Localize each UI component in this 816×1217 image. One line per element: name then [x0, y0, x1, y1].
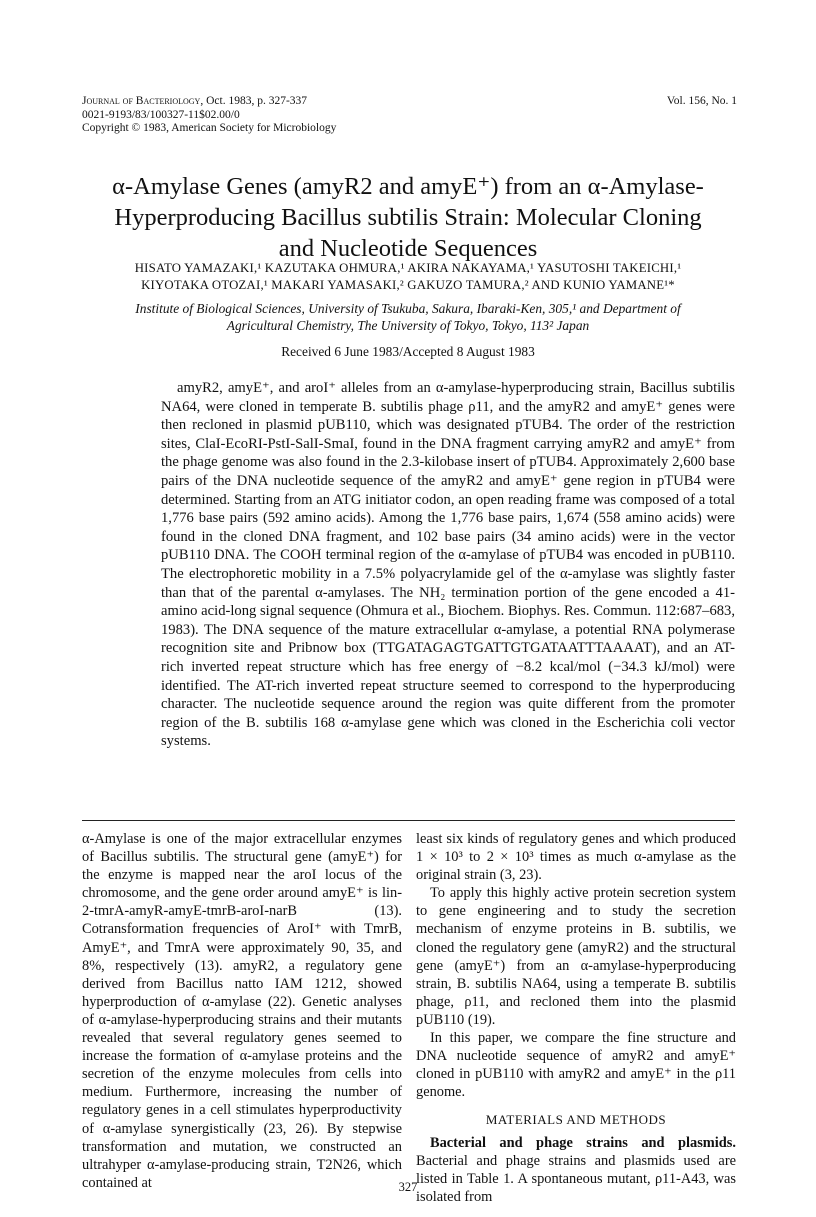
- journal-name: Journal of Bacteriology: [82, 95, 201, 107]
- section-heading: MATERIALS AND METHODS: [485, 1112, 667, 1128]
- body-paragraph: To apply this highly active protein secretion system to gene engineering and to study the secretion mechanism of enzyme proteins in B. subtilis, we cloned the regulatory gene (amyR2) and the structural gene (amyE⁺) from an α-amylase-hyperproducing strain, B. subtilis NA64, using a temperate B. subtilis phage, ρ11, and recloned them into the plasmid pUB110 (19).: [416, 885, 736, 1028]
- subsection-text: Bacterial and phage strains and plasmids used are listed in Table 1. A spontaneous mutant, ρ11-A43, was isolated from: [416, 1152, 736, 1205]
- article-code: 0021-9193/83/100327-11$02.00/0: [82, 108, 240, 121]
- body-column-right: [416, 830, 736, 1206]
- body-paragraph: least six kinds of regulatory genes and which produced 1 × 10³ to 2 × 10³ times as much α-amylase as the original strain (3, 23).: [416, 831, 736, 884]
- body-column-left: [82, 830, 402, 1192]
- title-line: and Nucleotide Sequences: [278, 235, 538, 262]
- author-line: KIYOTAKA OTOZAI,¹ MAKARI YAMASAKI,² GAKUZO TAMURA,² AND KUNIO YAMANE¹*: [141, 278, 675, 292]
- body-paragraph: In this paper, we compare the fine structure and DNA nucleotide sequence of amyR2 and amyE⁺ cloned in pUB110 with amyR2 and amyE⁺ in the ρ11 genome.: [416, 1030, 736, 1101]
- body-paragraph: [416, 1134, 736, 1206]
- copyright-line: Copyright © 1983, American Society for Microbiology: [82, 122, 337, 134]
- volume-issue: Vol. 156, No. 1: [666, 95, 737, 107]
- author-list: [60, 260, 756, 294]
- received-dates: Received 6 June 1983/Accepted 8 August 1983: [281, 344, 535, 359]
- affiliation-line: Institute of Biological Sciences, University of Tsukuba, Sakura, Ibaraki-Ken, 305,¹ and Department of: [135, 301, 681, 316]
- affiliations: [96, 300, 720, 334]
- body-paragraph: α-Amylase is one of the major extracellular enzymes of Bacillus subtilis. The structural gene (amyE⁺) for the enzyme is mapped near the aroI locus of the chromosome, and the gene order around amyE⁺ is lin-2-tmrA-amyR-amyE-tmrB-aroI-narB (13). Cotransformation frequencies of AroI⁺ with TmrB, AmyE⁺, and TmrA were approximately 90, 35, and 8%, respectively (13). amyR2, a regulatory gene derived from Bacillus natto IAM 1212, showed hyperproduction of α-amylase (22). Genetic analyses of α-amylase-hyperproducing strains and their mutants revealed that several regulatory genes seemed to increase the formation of α-amylase proteins and the secretion of the enzyme molecules from cells into medium. Furthermore, increasing the number of regulatory genes in a cell stimulates hyperproductivity of α-amylase synergistically (23, 26). By stepwise transformation and mutation, we constructed an ultrahyper α-amylase-producing strain, T2N26, which contained at: [82, 831, 402, 1191]
- page-number: 327: [398, 1180, 418, 1194]
- subsection-heading: Bacterial and phage strains and plasmids.: [430, 1134, 736, 1151]
- affiliation-line: Agricultural Chemistry, The University of Tokyo, Tokyo, 113² Japan: [226, 318, 590, 333]
- divider: [82, 820, 735, 821]
- abstract: amyR2, amyE⁺, and aroI⁺ alleles from an α-amylase-hyperproducing strain, Bacillus subtilis NA64, were cloned in temperate B. subtilis phage ρ11, and the amyR2 and amyE⁺ genes were then recloned in plasmid pUB110, which was designated pTUB4. The order of the restriction sites, ClaI-EcoRI-PstI-SalI-SmaI, found in the DNA fragment carrying amyR2 and amyE⁺ from the phage genome was also found in the 2.3-kilobase insert of pTUB4. Approximately 2,600 base pairs of the DNA nucleotide sequence of the amyR2 and amyE⁺ gene region in pTUB4 were determined. Starting from an ATG initiator codon, an open reading frame was composed of a total 1,776 base pairs (592 amino acids). Among the 1,776 base pairs, 1,674 (558 amino acids) were found in the cloned DNA fragment, and 102 base pairs (34 amino acids) were in the vector pUB110 DNA. The COOH terminal region of the α-amylase of pTUB4 was encoded in pUB110. The electrophoretic mobility in a 7.5% polyacrylamide gel of the α-amylase was slightly faster than that of the parental α-amylases. The NH₂ termination portion of the gene encoded a 41-amino acid-long signal sequence (Ohmura et al., Biochem. Biophys. Res. Commun. 112:687–683, 1983). The DNA sequence of the mature extracellular α-amylase, a potential RNA polymerase recognition site and Pribnow box (TTGATAGAGTGATTGTGATAATTTAAAAT), and an AT-rich inverted repeat structure which has free energy of −8.2 kcal/mol (−34.3 kJ/mol) were identified. The AT-rich inverted repeat structure seemed to correspond to the hyperproducing character. The nucleotide sequence around the region was quite different from the promoter region of the B. subtilis 168 α-amylase gene which was cloned in the Escherichia coli vector systems.: [161, 380, 735, 750]
- article-title: [60, 171, 756, 264]
- title-line: Hyperproducing Bacillus subtilis Strain: Molecular Cloning: [114, 204, 702, 231]
- running-header-left: [82, 95, 336, 136]
- issue-date-pages: , Oct. 1983, p. 327-337: [200, 95, 308, 107]
- author-line: HISATO YAMAZAKI,¹ KAZUTAKA OHMURA,¹ AKIRA NAKAYAMA,¹ YASUTOSHI TAKEICHI,¹: [134, 261, 682, 275]
- title-line: α-Amylase Genes (amyR2 and amyE⁺) from an α-Amylase-: [112, 173, 704, 200]
